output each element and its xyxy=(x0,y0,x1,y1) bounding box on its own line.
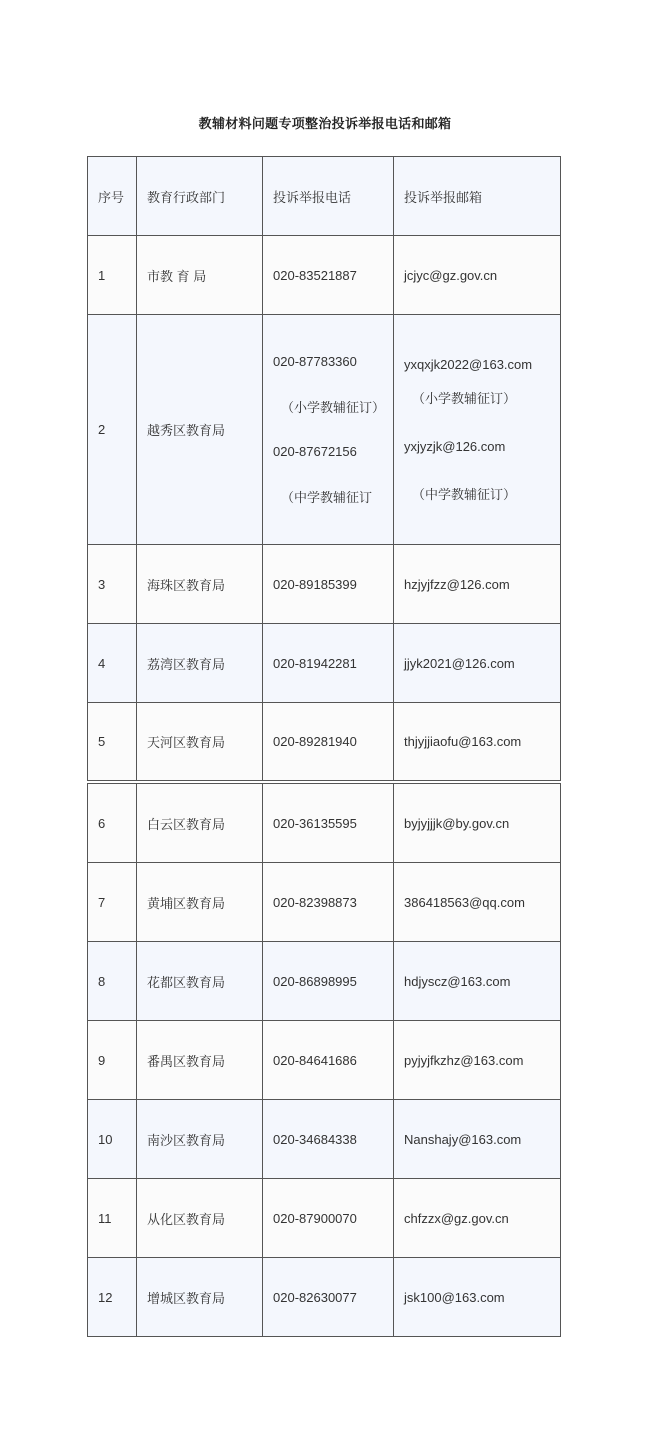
row-index: 2 xyxy=(88,315,137,545)
row-phone: 020-34684338 xyxy=(263,1100,394,1179)
table-row xyxy=(88,1179,561,1258)
table-row xyxy=(88,703,561,781)
table-row xyxy=(88,1100,561,1179)
row-dept: 越秀区教育局 xyxy=(137,315,263,545)
row-dept: 海珠区教育局 xyxy=(137,545,263,624)
row-index: 3 xyxy=(88,545,137,624)
row-index: 9 xyxy=(88,1021,137,1100)
phone-secondary: 020-87672156 xyxy=(273,443,357,459)
phone-primary-note: （小学教辅征订） xyxy=(281,399,386,415)
table-row xyxy=(88,784,561,863)
table-header-row xyxy=(88,157,561,236)
header-index: 序号 xyxy=(88,157,137,236)
row-email: Nanshajy@163.com xyxy=(394,1100,561,1179)
row-index: 5 xyxy=(88,703,137,781)
email-primary-note: （小学教辅征订） xyxy=(412,390,517,406)
table-row xyxy=(88,545,561,624)
row-index: 10 xyxy=(88,1100,137,1179)
row-index: 6 xyxy=(88,784,137,863)
row-email: jcjyc@gz.gov.cn xyxy=(394,236,561,315)
row-dept: 黄埔区教育局 xyxy=(137,863,263,942)
row-phone: 020-82630077 xyxy=(263,1258,394,1337)
row-phone: 020-86898995 xyxy=(263,942,394,1021)
row-index: 12 xyxy=(88,1258,137,1337)
email-primary: yxqxjk2022@163.com xyxy=(404,356,533,372)
row-email: hzjyjfzz@126.com xyxy=(394,545,561,624)
phone-primary: 020-87783360 xyxy=(273,353,357,369)
row-dept: 白云区教育局 xyxy=(137,784,263,863)
phone-secondary-note: （中学教辅征订 xyxy=(281,489,373,505)
row-index: 11 xyxy=(88,1179,137,1258)
row-email: jsk100@163.com xyxy=(394,1258,561,1337)
row-phone: 020-83521887 xyxy=(263,236,394,315)
header-dept: 教育行政部门 xyxy=(137,157,263,236)
row-phone: 020-84641686 xyxy=(263,1021,394,1100)
row-email: 386418563@qq.com xyxy=(394,863,561,942)
page-title: 教辅材料问题专项整治投诉举报电话和邮箱 xyxy=(198,116,452,131)
table-row xyxy=(88,942,561,1021)
row-dept: 南沙区教育局 xyxy=(137,1100,263,1179)
email-secondary: yxjyzjk@126.com xyxy=(404,438,506,454)
table-row xyxy=(88,1021,561,1100)
table-row xyxy=(88,236,561,315)
complaint-contact-table xyxy=(87,156,561,781)
row-email: byjyjjjk@by.gov.cn xyxy=(394,784,561,863)
row-email: hdjyscz@163.com xyxy=(394,942,561,1021)
row-index: 1 xyxy=(88,236,137,315)
row-phone xyxy=(263,315,394,545)
row-email: pyjyjfkzhz@163.com xyxy=(394,1021,561,1100)
row-index: 4 xyxy=(88,624,137,703)
row-phone: 020-36135595 xyxy=(263,784,394,863)
row-phone: 020-89281940 xyxy=(263,703,394,781)
row-email: thjyjjiaofu@163.com xyxy=(394,703,561,781)
row-dept: 从化区教育局 xyxy=(137,1179,263,1258)
row-phone: 020-81942281 xyxy=(263,624,394,703)
row-dept: 增城区教育局 xyxy=(137,1258,263,1337)
table-row xyxy=(88,624,561,703)
table-row xyxy=(88,315,561,545)
row-index: 7 xyxy=(88,863,137,942)
row-phone: 020-87900070 xyxy=(263,1179,394,1258)
table-row xyxy=(88,1258,561,1337)
row-index: 8 xyxy=(88,942,137,1021)
row-dept: 番禺区教育局 xyxy=(137,1021,263,1100)
header-email: 投诉举报邮箱 xyxy=(394,157,561,236)
row-email: jjyk2021@126.com xyxy=(394,624,561,703)
row-phone: 020-89185399 xyxy=(263,545,394,624)
row-dept: 荔湾区教育局 xyxy=(137,624,263,703)
row-email xyxy=(394,315,561,545)
row-phone: 020-82398873 xyxy=(263,863,394,942)
email-secondary-note: （中学教辅征订） xyxy=(412,486,517,502)
row-email: chfzzx@gz.gov.cn xyxy=(394,1179,561,1258)
row-dept: 市教 育 局 xyxy=(137,236,263,315)
row-dept: 天河区教育局 xyxy=(137,703,263,781)
row-dept: 花都区教育局 xyxy=(137,942,263,1021)
header-phone: 投诉举报电话 xyxy=(263,157,394,236)
table-row xyxy=(88,863,561,942)
complaint-contact-table-continued xyxy=(87,783,561,1337)
